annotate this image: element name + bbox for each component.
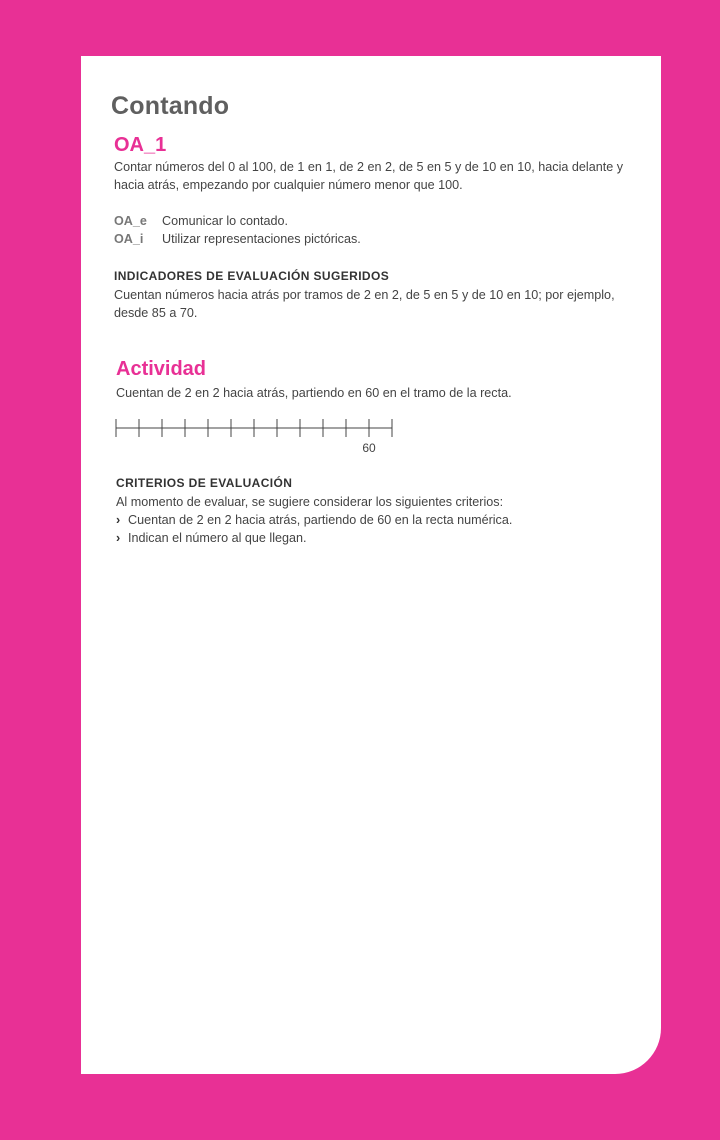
skill-row (114, 212, 288, 230)
indicators-heading: INDICADORES DE EVALUACIÓN SUGERIDOS (114, 269, 390, 283)
skill-code: OA_i (114, 232, 144, 246)
activity-instruction: Cuentan de 2 en 2 hacia atrás, partiendo en 60 en el tramo de la recta. (116, 386, 512, 400)
skill-text: Comunicar lo contado. (162, 214, 289, 228)
chevron-right-icon: › (116, 531, 121, 545)
activity-heading: Actividad (116, 358, 207, 380)
page-title: Contando (111, 92, 230, 120)
criteria-item (116, 529, 307, 547)
indicators-text (114, 286, 634, 322)
skill-row (114, 230, 361, 248)
criteria-item-text: Cuentan de 2 en 2 hacia atrás, partiendo de 60 en la recta numérica. (128, 513, 513, 527)
number-line (114, 416, 404, 460)
criteria-item (116, 511, 512, 529)
indicators-line: desde 85 a 70. (114, 306, 198, 320)
indicators-line: Cuentan números hacia atrás por tramos de 2 en 2, de 5 en 5 y de 10 en 10; por ejemplo, (114, 288, 615, 302)
number-line-label: 60 (362, 441, 376, 455)
criteria-item-text: Indican el número al que llegan. (128, 531, 307, 545)
chevron-right-icon: › (116, 513, 121, 527)
criteria-intro: Al momento de evaluar, se sugiere considerar los siguientes criterios: (116, 495, 504, 509)
criteria-heading: CRITERIOS DE EVALUACIÓN (116, 476, 293, 490)
skill-code: OA_e (114, 214, 147, 228)
objective-description (114, 158, 634, 194)
worksheet-page (81, 56, 661, 1074)
objective-code: OA_1 (114, 134, 167, 156)
objective-description-line: hacia atrás, empezando por cualquier número menor que 100. (114, 178, 463, 192)
objective-description-line: Contar números del 0 al 100, de 1 en 1, de 2 en 2, de 5 en 5 y de 10 en 10, hacia delante y (114, 160, 624, 174)
skill-text: Utilizar representaciones pictóricas. (162, 232, 361, 246)
